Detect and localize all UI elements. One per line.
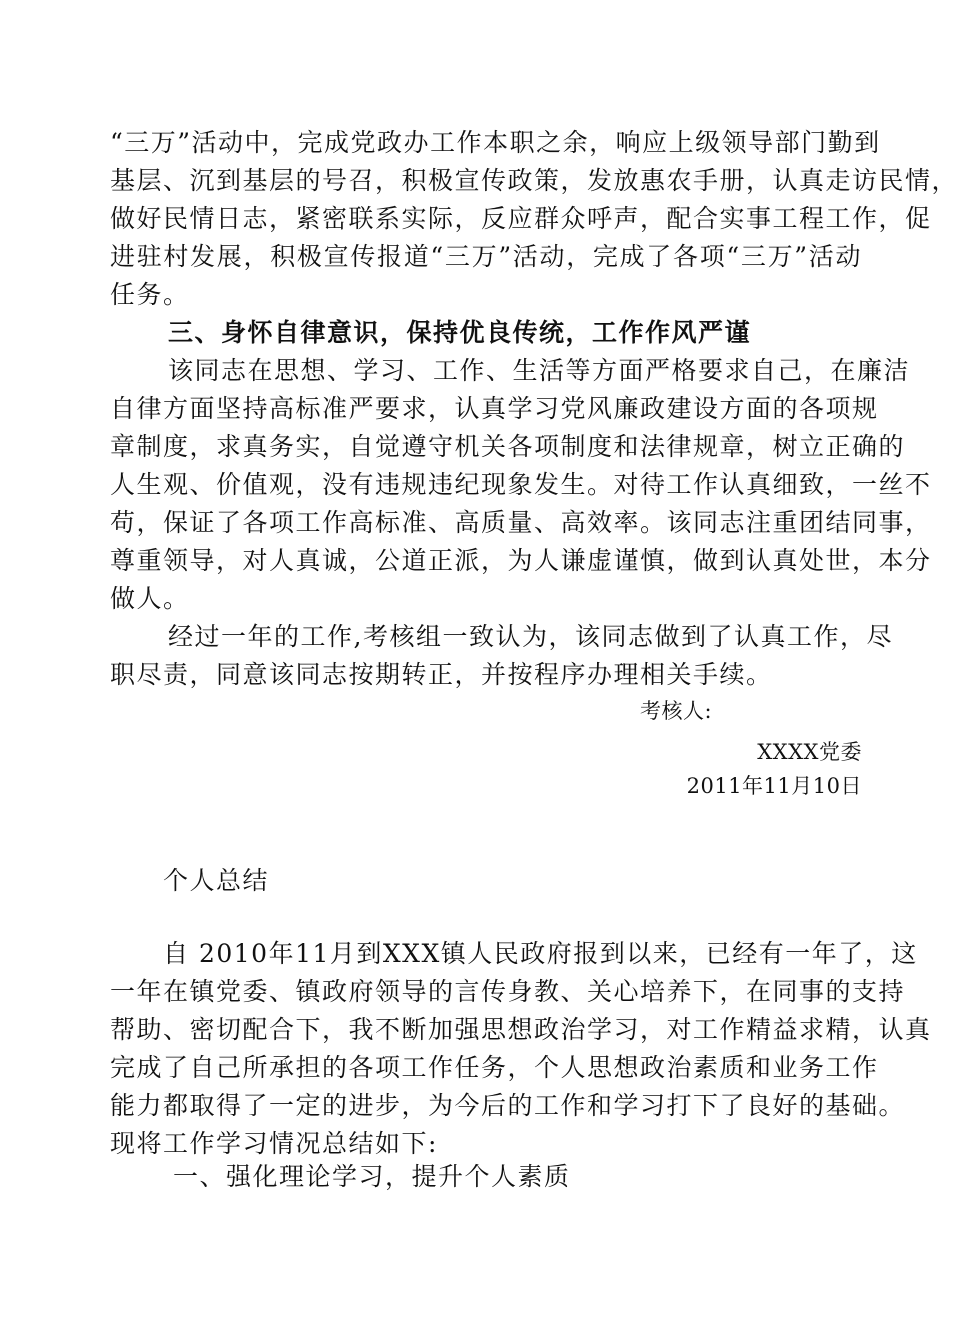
- paragraph-line: 基层、沉到基层的号召，积极宣传政策，发放惠农手册，认真走访民情，: [110, 166, 958, 195]
- paragraph-line: 职尽责，同意该同志按期转正，并按程序办理相关手续。: [110, 660, 773, 689]
- summary-title: 个人总结: [163, 866, 270, 895]
- paragraph-line: 进驻村发展，积极宣传报道“三万”活动，完成了各项“三万”活动: [110, 242, 862, 271]
- paragraph-line: 人生观、价值观，没有违规违纪现象发生。对待工作认真细致，一丝不: [110, 470, 932, 499]
- paragraph-line: 现将工作学习情况总结如下:: [110, 1129, 438, 1158]
- paragraph-line: “三万”活动中，完成党政办工作本职之余，响应上级领导部门勤到: [110, 128, 881, 157]
- paragraph-line: 自律方面坚持高标准严要求，认真学习党风廉政建设方面的各项规: [110, 394, 879, 423]
- paragraph-line: 完成了自己所承担的各项工作任务，个人思想政治素质和业务工作: [110, 1053, 879, 1082]
- paragraph-line: 该同志在思想、学习、工作、生活等方面严格要求自己，在廉洁: [168, 356, 911, 385]
- paragraph-line: 任务。: [110, 280, 190, 309]
- paragraph-line: 尊重领导，对人真诚，公道正派，为人谦虚谨慎，做到认真处世，本分: [110, 546, 932, 575]
- paragraph-line: 经过一年的工作,考核组一致认为，该同志做到了认真工作，尽: [168, 622, 893, 651]
- summary-subheading: 一、强化理论学习，提升个人素质: [173, 1162, 571, 1191]
- paragraph-line: 做好民情日志，紧密联系实际，反应群众呼声，配合实事工程工作，促: [110, 204, 932, 233]
- paragraph-line: 苟，保证了各项工作高标准、高质量、高效率。该同志注重团结同事，: [110, 508, 932, 537]
- section-heading: 三、身怀自律意识，保持优良传统，工作作风严谨: [168, 318, 752, 347]
- paragraph-line: 做人。: [110, 584, 190, 613]
- signing-date: 2011年11月10日: [686, 774, 862, 798]
- paragraph-line: 章制度，求真务实，自觉遵守机关各项制度和法律规章，树立正确的: [110, 432, 906, 461]
- paragraph-line: 一年在镇党委、镇政府领导的言传身教、关心培养下，在同事的支持: [110, 977, 906, 1006]
- paragraph-line: 能力都取得了一定的进步，为今后的工作和学习打下了良好的基础。: [110, 1091, 906, 1120]
- paragraph-line: 帮助、密切配合下，我不断加强思想政治学习，对工作精益求精，认真: [110, 1015, 932, 1044]
- paragraph-line: 自 2010年11月到XXX镇人民政府报到以来，已经有一年了，这: [163, 939, 918, 968]
- signing-organization: XXXX党委: [757, 740, 862, 764]
- assessor-label: 考核人:: [640, 699, 713, 723]
